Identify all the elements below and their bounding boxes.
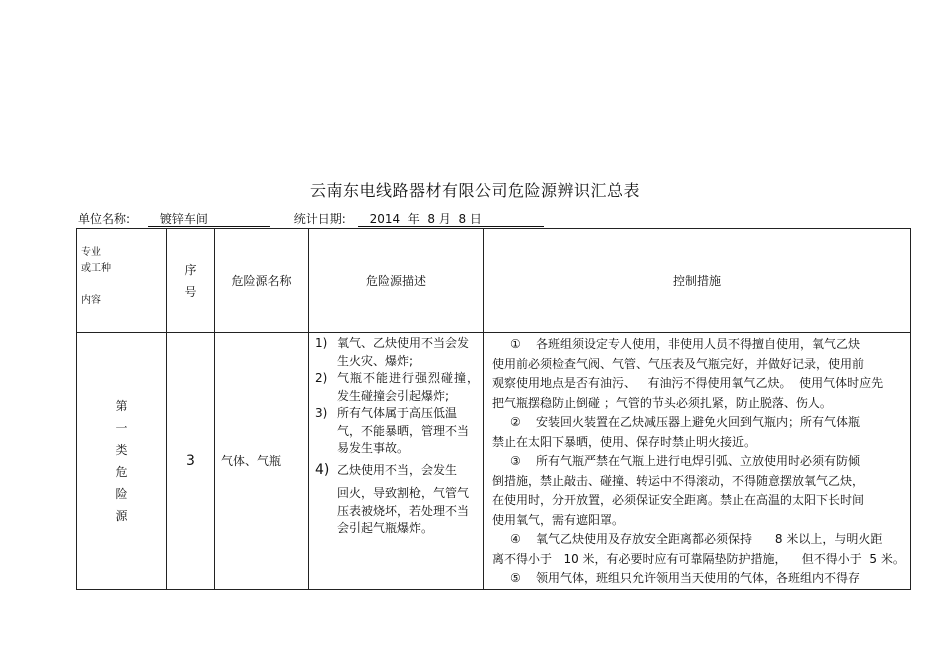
header-row — [77, 229, 911, 333]
header-seq: 序号 — [167, 229, 215, 333]
desc-item: 3) 所有气体属于高压低温气，不能暴晒，管理不当易发生事故。 — [315, 406, 470, 455]
seq-cell: 3 — [167, 333, 215, 590]
hazard-table — [76, 228, 911, 590]
meta-line — [78, 210, 544, 227]
unit-value: 镀锌车间 — [148, 212, 270, 227]
date-label: 统计日期: — [293, 212, 346, 226]
control-cell — [484, 333, 911, 590]
document-title: 云南东电线路器材有限公司危险源辨识汇总表 — [309, 181, 640, 200]
control-line: 把气瓶摆稳防止倒碰 ；气管的节头必须扎紧，防止脱落、伤人。 — [492, 395, 832, 410]
desc-item: 2) 气瓶不能进行强烈碰撞，发生碰撞会引起爆炸; — [315, 371, 479, 403]
header-profession-line2: 或工种 — [81, 263, 111, 274]
desc-item: 4) 乙炔使用不当，会发生 — [315, 461, 458, 478]
control-line: 离不得小于 10 米，有必要时应有可靠隔垫防护措施， 但不得小于 5 米。 — [492, 551, 905, 566]
header-profession-line3: 内容 — [81, 295, 101, 306]
category-cell — [77, 333, 167, 590]
category-label: 第一类危险源 — [115, 398, 128, 523]
control-line: 在使用时，分开放置，必须保证安全距离。禁止在高温的太阳下长时间 — [492, 493, 865, 507]
header-hazard-desc: 危险源描述 — [309, 229, 484, 333]
date-value: 2014 年 8 月 8 日 — [358, 212, 544, 227]
control-line: ⑤ 领用气体，班组只允许领用当天使用的气体，各班组内不得存 — [510, 571, 861, 585]
desc-item: 1) 氧气、乙炔使用不当会发生火灾、爆炸; — [315, 336, 470, 368]
control-line: ③ 所有气瓶严禁在气瓶上进行电焊引弧、立放使用时必须有防倾 — [510, 454, 861, 468]
control-line: ① 各班组须设定专人使用，非使用人员不得擅自使用，氧气乙炔 — [510, 337, 861, 351]
desc-continuation: 回火，导致割枪，气管气压表被烧坏，若处理不当会引起气瓶爆炸。 — [337, 486, 470, 535]
control-line: 禁止在太阳下暴晒，使用、保存时禁止明火接近。 — [492, 434, 757, 449]
control-line: 使用氧气，需有遮阳罩。 — [492, 512, 625, 527]
table-row — [77, 333, 911, 590]
unit-label: 单位名称: — [78, 212, 131, 226]
control-line: 观察使用地点是否有油污、 有油污不得使用氧气乙炔。 使用气体时应先 — [492, 376, 884, 390]
hazard-name-cell: 气体、气瓶 — [215, 333, 309, 590]
control-line: ④ 氧气乙炔使用及存放安全距离都必须保持 8 米以上，与明火距 — [510, 532, 883, 546]
control-line: 使用前必须检查气阀、气管、气压表及气瓶完好，并做好记录，使用前 — [492, 356, 865, 371]
control-line: ② 安装回火装置在乙炔减压器上避免火回到气瓶内；所有气体瓶 — [510, 415, 861, 429]
header-profession-line1: 专业 — [81, 247, 101, 258]
header-hazard-name: 危险源名称 — [215, 229, 309, 333]
header-control: 控制措施 — [484, 229, 911, 333]
control-line: 倒措施，禁止敲击、碰撞、转运中不得滚动，不得随意摆放氧气乙炔， — [492, 473, 865, 488]
header-profession — [77, 229, 167, 333]
hazard-desc-cell — [309, 333, 484, 590]
